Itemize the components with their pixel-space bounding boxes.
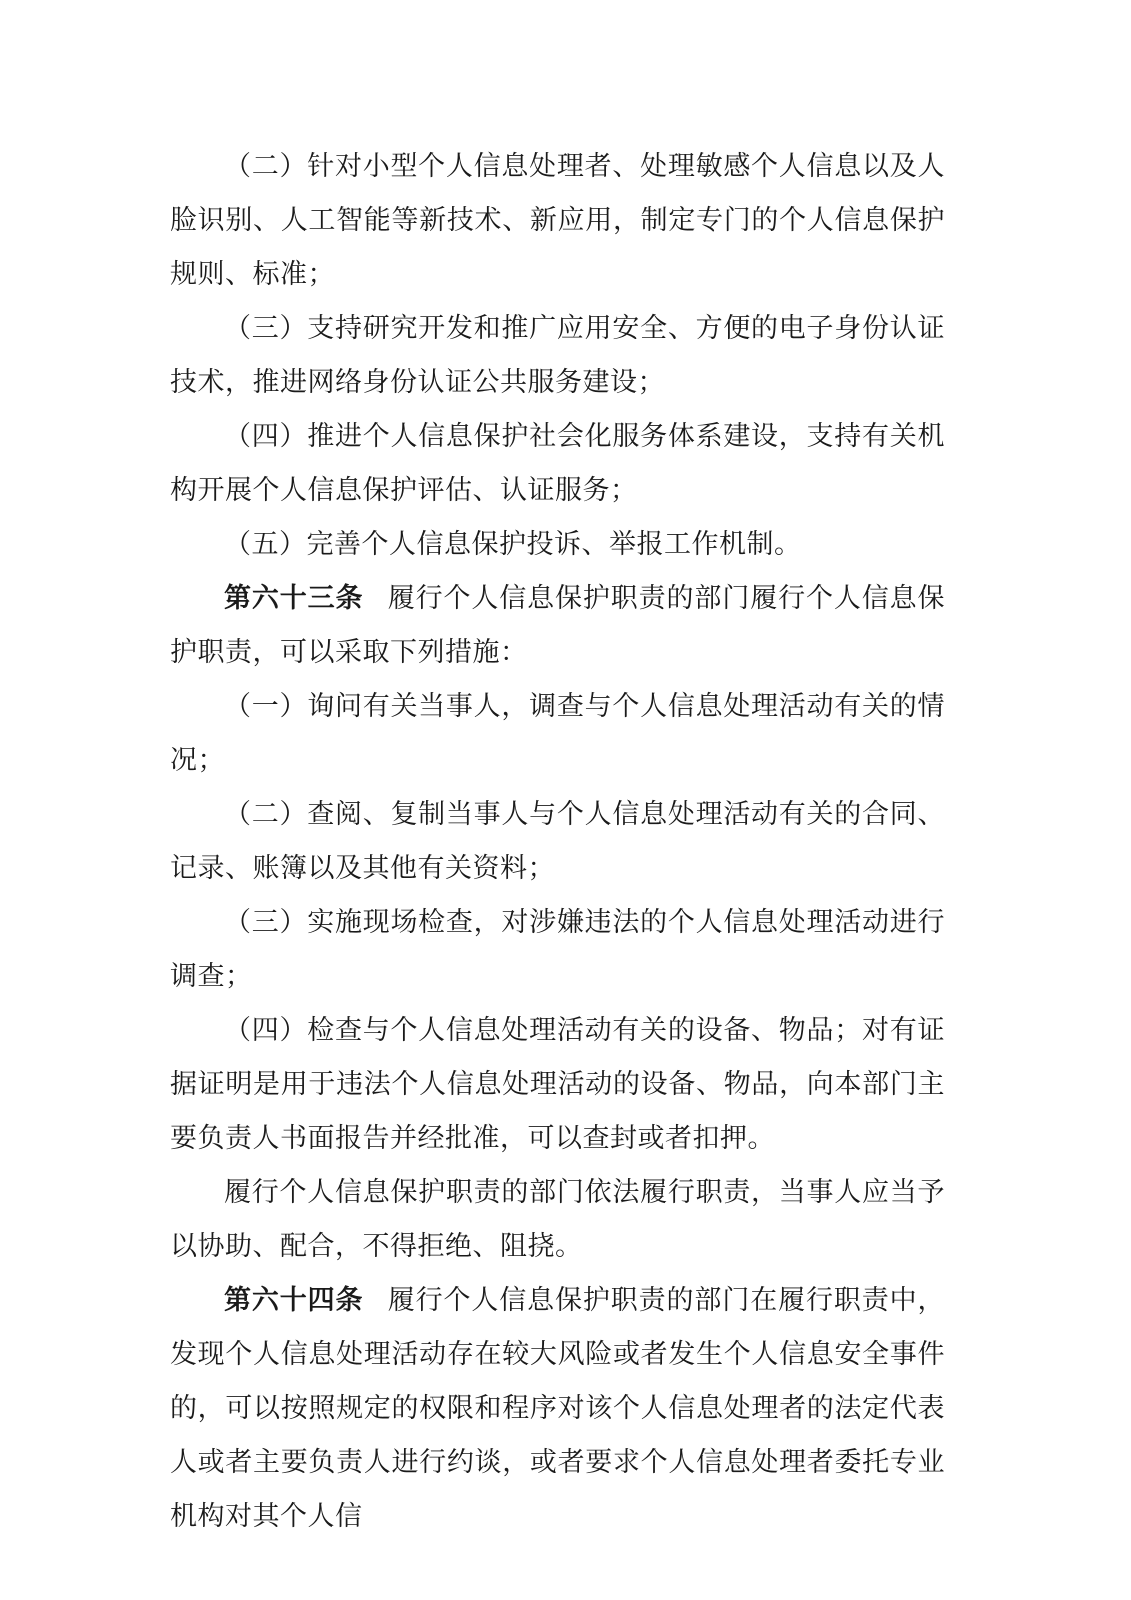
paragraph-text: （一）询问有关当事人，调查与个人信息处理活动有关的情况； (170, 691, 945, 776)
paragraph-item-4 (170, 1004, 945, 1166)
paragraph-item-2 (170, 788, 945, 896)
paragraph-text: （四）推进个人信息保护社会化服务体系建设，支持有关机构开展个人信息保护评估、认证服务； (170, 421, 945, 506)
paragraph-item-3 (170, 896, 945, 1004)
paragraph-text: （三）支持研究开发和推广应用安全、方便的电子身份认证技术，推进网络身份认证公共服务建设； (170, 313, 945, 398)
paragraph-text: 履行个人信息保护职责的部门履行个人信息保护职责，可以采取下列措施： (170, 583, 946, 668)
paragraph-text: （三）实施现场检查，对涉嫌违法的个人信息处理活动进行调查； (170, 907, 945, 992)
paragraph-item-3 (170, 302, 945, 410)
article-64 (170, 1274, 945, 1544)
document-page (170, 140, 945, 1544)
article-63 (170, 572, 945, 680)
paragraph-item-2 (170, 140, 945, 302)
paragraph-text: （五）完善个人信息保护投诉、举报工作机制。 (224, 529, 802, 560)
paragraph-text: （二）针对小型个人信息处理者、处理敏感个人信息以及人脸识别、人工智能等新技术、新应用，制定专门的个人信息保护规则、标准； (170, 151, 945, 290)
paragraph-item-4 (170, 410, 945, 518)
paragraph-text: 履行个人信息保护职责的部门在履行职责中，发现个人信息处理活动存在较大风险或者发生个人信息安全事件的，可以按照规定的权限和程序对该个人信息处理者的法定代表人或者主要负责人进行约谈，或者要求个人信息处理者委托专业机构对其个人信 (170, 1285, 946, 1532)
article-number: 第六十三条 (224, 583, 364, 614)
paragraph-item-1 (170, 680, 945, 788)
paragraph-text: 履行个人信息保护职责的部门依法履行职责，当事人应当予以协助、配合，不得拒绝、阻挠。 (170, 1177, 945, 1262)
paragraph-text: （四）检查与个人信息处理活动有关的设备、物品；对有证据证明是用于违法个人信息处理活动的设备、物品，向本部门主要负责人书面报告并经批准，可以查封或者扣押。 (170, 1015, 945, 1154)
article-number: 第六十四条 (224, 1285, 364, 1316)
paragraph-text: （二）查阅、复制当事人与个人信息处理活动有关的合同、记录、账簿以及其他有关资料； (170, 799, 945, 884)
paragraph-item-5 (170, 518, 945, 572)
paragraph-cooperation (170, 1166, 945, 1274)
